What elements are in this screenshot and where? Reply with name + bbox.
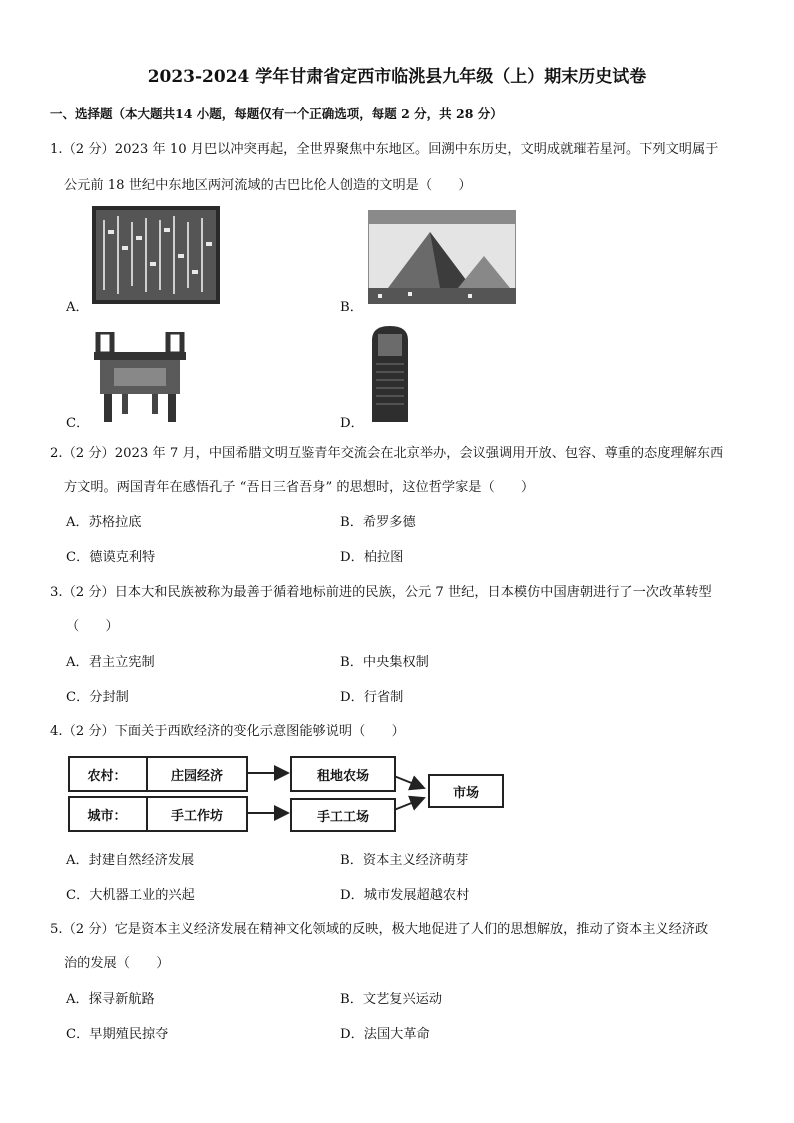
manor-economy-box [146,756,248,792]
q1-option-b-label: B． [340,300,363,315]
section-heading: 一、选择题（本大题共14 小题，每题仅有一个正确选项，每题 2 分，共 28 分） [50,106,503,121]
question-1-line-2: 公元前 18 世纪中东地区两河流域的古巴比伦人创造的文明是（ ） [64,178,472,193]
q1-option-c-label: C． [66,416,90,431]
page-title: 2023-2024 学年甘肃省定西市临洮县九年级（上）期末历史试卷 [147,67,647,87]
q3-option-c: C．分封制 [66,690,129,705]
rent-farm-label: 租地农场 [316,768,369,784]
question-2-line-2: 方文明。两国青年在感悟孔子 “吾日三省吾身” 的思想时，这位哲学家是（ ） [64,480,535,495]
q5-option-c: C．早期殖民掠夺 [66,1027,169,1042]
bronze-ding-image [92,332,188,422]
rent-farm-box [290,756,396,792]
q3-option-b: B．中央集权制 [340,655,429,670]
q4-option-d: D．城市发展超越农村 [340,888,470,903]
q4-option-a: A．封建自然经济发展 [66,853,195,868]
q5-option-b: B．文艺复兴运动 [340,992,443,1007]
manor-economy-label: 庄园经济 [170,768,223,784]
q5-option-d: D．法国大革命 [340,1027,430,1042]
q2-option-c: C．德谟克利特 [66,550,156,565]
q2-option-a: A．苏格拉底 [66,515,142,530]
workshop-label: 手工作坊 [170,808,223,824]
q1-option-d-label: D． [340,416,364,431]
workshop-box [146,796,248,832]
cuneiform-tablet-image [92,206,220,304]
handicraft-factory-box [290,798,396,832]
q3-option-a: A．君主立宪制 [66,655,155,670]
pyramids-image [368,210,516,304]
market-label: 市场 [452,785,479,801]
question-3-line-1: 3.（2 分）日本大和民族被称为最善于循着地标前进的民族，公元 7 世纪，日本模仿中国唐朝进行了一次改革转型 [50,585,712,600]
q3-option-d: D．行省制 [340,690,404,705]
q4-option-b: B．资本主义经济萌芽 [340,853,469,868]
question-4-line-1: 4.（2 分）下面关于西欧经济的变化示意图能够说明（ ） [50,724,405,739]
city-label: 城市： [87,808,127,824]
q5-option-a: A．探寻新航路 [66,992,155,1007]
question-1-line-1: 1.（2 分）2023 年 10 月巴以冲突再起，全世界聚焦中东地区。回溯中东历史，文明成就璀若星河。下列文明属于 [50,142,719,157]
question-2-line-1: 2.（2 分）2023 年 7 月，中国希腊文明互鉴青年交流会在北京举办，会议强调用开放、包容、尊重的态度理解东西 [50,446,724,461]
market-box [428,774,504,808]
hammurabi-code-stele-image [368,324,412,422]
q4-option-c: C．大机器工业的兴起 [66,888,195,903]
question-3-line-2: （ ） [66,619,119,634]
q2-option-d: D．柏拉图 [340,550,404,565]
q2-option-b: B．希罗多德 [340,515,416,530]
q1-option-a-label: A． [66,300,89,315]
rural-label: 农村： [87,768,127,784]
question-5-line-2: 治的发展（ ） [64,956,170,971]
question-5-line-1: 5.（2 分）它是资本主义经济发展在精神文化领域的反映，极大地促进了人们的思想解放，推动了资本主义经济政 [50,922,709,937]
handicraft-factory-label: 手工工场 [316,809,369,825]
